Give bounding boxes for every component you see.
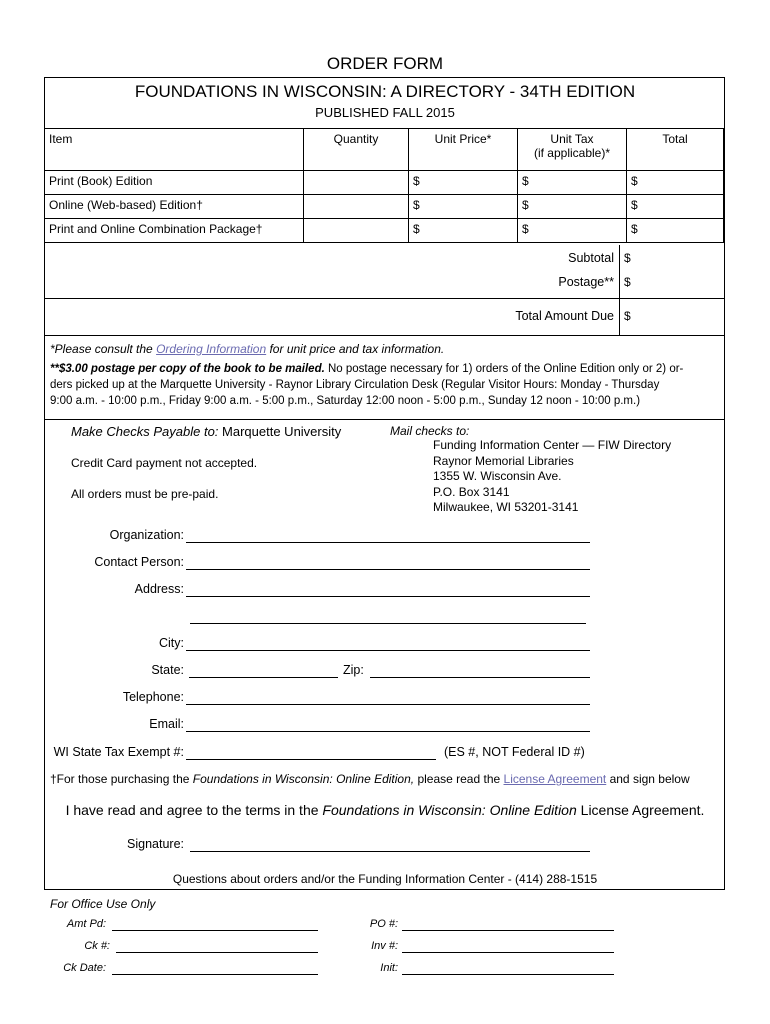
contact-label: Contact Person: [94,555,184,569]
license-agree-prefix: I have read and agree to the terms in the [65,802,323,818]
directory-title: FOUNDATIONS IN WISCONSIN: A DIRECTORY - 34TH EDITION [134,82,636,101]
prepaid-note: All orders must be pre-paid. [71,487,219,501]
subtotal-label: Subtotal [568,251,614,265]
city-field[interactable] [186,650,590,651]
license-note-title: Foundations in Wisconsin: Online Edition, [192,772,415,786]
unit-tax-input[interactable]: $ [518,219,627,243]
amt-pd-field[interactable] [112,930,318,931]
tax-exempt-label: WI State Tax Exempt #: [53,745,184,759]
unit-price-input[interactable]: $ [409,195,518,219]
license-agreement-link[interactable]: License Agreement [503,772,607,786]
postage-note [50,361,722,409]
postage-note-line2: ders picked up at the Marquette University - Raynor Library Circulation Desk (Regular Visitor Hours: Monday - Thursday [50,379,660,391]
checks-label: Make Checks Payable to: [71,424,219,439]
license-agree-suffix: License Agreement. [576,802,705,818]
ck-label: Ck #: [84,940,110,952]
mailing-address [433,438,671,516]
postage-note-line3: 9:00 a.m. - 10:00 p.m., Friday 9:00 a.m. - 5:00 p.m., Saturday 12:00 noon - 5:00 p.m., Sunday 12 noon - 10:00 p.m.) [50,395,641,407]
subtotal-input[interactable]: $ [624,251,631,265]
unit-tax-input[interactable]: $ [518,195,627,219]
license-note-suffix: and sign below [606,772,690,786]
ordering-note-suffix: for unit price and tax information. [266,342,445,356]
signature-field[interactable] [190,851,590,852]
quantity-input[interactable] [304,171,409,195]
city-label: City: [159,636,184,650]
col-unit-tax-note: (if applicable)* [533,146,611,160]
organization-field[interactable] [186,542,590,543]
organization-label: Organization: [109,528,184,542]
address-line: Milwaukee, WI 53201-3141 [433,500,579,514]
postage-input[interactable]: $ [624,275,631,289]
address-line: P.O. Box 3141 [433,484,510,499]
col-quantity: Quantity [304,129,409,171]
license-agree-title: Foundations in Wisconsin: Online Edition [322,802,577,818]
state-field[interactable] [189,677,338,678]
ck-field[interactable] [116,952,318,953]
row-item: Print and Online Combination Package† [45,219,304,243]
po-label: PO #: [369,918,398,930]
mail-label: Mail checks to: [390,424,470,438]
office-heading: For Office Use Only [50,897,156,911]
signature-label: Signature: [127,837,184,851]
ck-date-label: Ck Date: [63,962,106,974]
unit-tax-input[interactable]: $ [518,171,627,195]
checks-payee: Marquette University [222,424,342,439]
checks-payable [71,424,341,439]
zip-field[interactable] [370,677,590,678]
inv-field[interactable] [402,952,614,953]
total-input[interactable]: $ [627,195,724,219]
email-field[interactable] [186,731,590,732]
address-field[interactable] [186,596,590,597]
total-due-label: Total Amount Due [515,309,614,323]
ck-date-field[interactable] [112,974,318,975]
col-unit-tax [518,129,627,171]
tax-exempt-note: (ES #, NOT Federal ID #) [444,745,585,759]
total-due-input[interactable]: $ [624,309,631,323]
telephone-field[interactable] [186,704,590,705]
postage-note-text: No postage necessary for 1) orders of the Online Edition only or 2) or- [324,363,684,375]
address-line: Raynor Memorial Libraries [433,453,574,468]
po-field[interactable] [402,930,614,931]
state-label: State: [151,663,184,677]
unit-price-input[interactable]: $ [409,219,518,243]
row-item: Print (Book) Edition [45,171,304,195]
amt-pd-label: Amt Pd: [66,918,106,930]
address-line: Funding Information Center — FIW Directory [433,438,672,452]
init-label: Init: [380,962,398,974]
init-field[interactable] [402,974,614,975]
questions-note: Questions about orders and/or the Funding Information Center - (414) 288-1515 [172,872,598,886]
ordering-note [50,342,444,356]
total-input[interactable]: $ [627,171,724,195]
published-date: PUBLISHED FALL 2015 [315,105,455,120]
unit-price-input[interactable]: $ [409,171,518,195]
license-note-prefix: †For those purchasing the [50,772,193,786]
email-label: Email: [149,717,184,731]
row-item: Online (Web-based) Edition† [45,195,304,219]
col-unit-price: Unit Price* [409,129,518,171]
col-item: Item [45,129,304,171]
address-line: 1355 W. Wisconsin Ave. [433,469,562,483]
totals-divider [619,245,621,335]
col-unit-tax-label: Unit Tax [550,132,594,146]
telephone-label: Telephone: [122,690,184,704]
zip-label: Zip: [343,663,364,677]
postage-label: Postage** [558,275,614,289]
quantity-input[interactable] [304,219,409,243]
ordering-information-link[interactable]: Ordering Information [156,342,267,356]
table-row [45,195,724,219]
license-note-middle: please read the [414,772,504,786]
totals-bottom-rule [44,335,725,336]
quantity-input[interactable] [304,195,409,219]
address-line-2-field[interactable] [190,623,586,624]
license-note [50,772,690,786]
form-title: ORDER FORM [326,54,444,73]
postage-note-bold: **$3.00 postage per copy of the book to be mailed. [50,363,325,375]
col-total: Total [627,129,724,171]
tax-exempt-field[interactable] [186,759,436,760]
inv-label: Inv #: [371,940,398,952]
license-agree [0,802,770,818]
table-row [45,219,724,243]
totals-separator [44,298,725,299]
address-label: Address: [134,582,184,596]
contact-field[interactable] [186,569,590,570]
order-table [44,128,724,243]
ordering-note-prefix: *Please consult the [50,342,157,356]
credit-note: Credit Card payment not accepted. [71,456,258,470]
total-input[interactable]: $ [627,219,724,243]
table-row [45,171,724,195]
